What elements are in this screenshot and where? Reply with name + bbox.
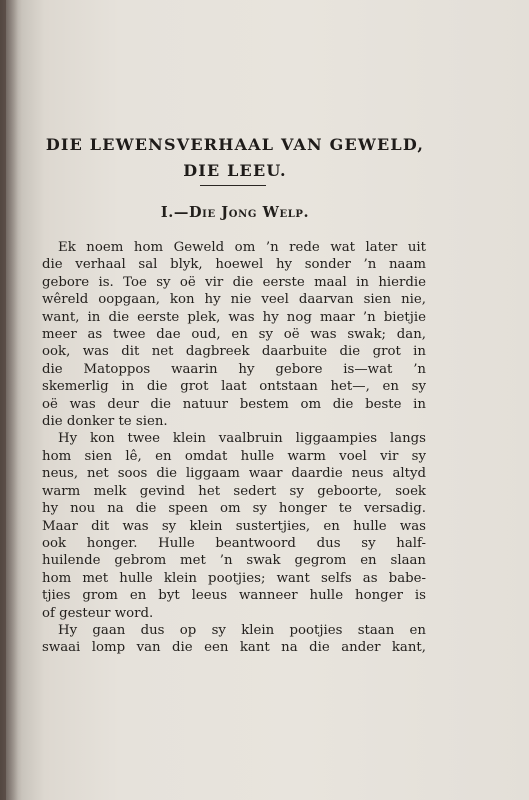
text-line: oë was deur die natuur bestem om die beste in bbox=[42, 396, 426, 412]
text-line: ook, was dit net dagbreek daarbuite die grot in bbox=[42, 344, 426, 360]
title-divider-rule bbox=[200, 185, 266, 186]
text-line: wêreld oopgaan, kon hy nie veel daarvan sien nie, bbox=[42, 292, 426, 308]
paragraph bbox=[42, 239, 426, 430]
text-line: gebore is. Toe sy oë vir die eerste maal in hierdie bbox=[42, 274, 426, 290]
text-line: huilende gebrom met ’n swak gegrom en slaan bbox=[42, 553, 426, 569]
text-line: die Matoppos waarin hy gebore is—wat ’n bbox=[42, 361, 426, 377]
text-line: warm melk gevind het sedert sy geboorte, soek bbox=[42, 483, 426, 499]
text-line: Maar dit was sy klein sustertjies, en hulle was bbox=[42, 518, 426, 534]
text-line: hy nou na die speen om sy honger te versadig. bbox=[42, 501, 426, 517]
chapter-title-line-1: DIE LEWENSVERHAAL VAN GEWELD, bbox=[45, 135, 425, 154]
gutter-shadow bbox=[0, 0, 18, 800]
chapter-title bbox=[40, 132, 430, 184]
text-line: meer as twee dae oud, en sy oë was swak; dan, bbox=[42, 327, 426, 343]
text-line: skemerlig in die grot laat ontstaan het—, en sy bbox=[42, 379, 426, 395]
body-text bbox=[42, 239, 426, 657]
chapter-title-line-2: DIE LEEU. bbox=[183, 161, 287, 180]
section-heading: I.—Die Jong Welp. bbox=[160, 204, 310, 221]
text-line: hom met hulle klein pootjies; want selfs as babe- bbox=[42, 570, 426, 586]
text-line: Hy gaan dus op sy klein pootjies staan en bbox=[58, 622, 426, 638]
text-line: swaai lomp van die een kant na die ander kant, bbox=[42, 640, 426, 656]
text-line: Hy kon twee klein vaalbruin liggaampies langs bbox=[58, 431, 426, 447]
text-line: tjies grom en byt leeus wanneer hulle honger is bbox=[42, 588, 426, 604]
text-line: ook honger. Hulle beantwoord dus sy half- bbox=[42, 535, 426, 551]
text-line: want, in die eerste plek, was hy nog maar ’n bietjie bbox=[42, 309, 426, 325]
text-line: Ek noem hom Geweld om ’n rede wat later uit bbox=[58, 240, 426, 255]
text-line: die verhaal sal blyk, hoewel hy sonder ’n naam bbox=[42, 257, 426, 273]
text-line: neus, net soos die liggaam waar daardie neus altyd bbox=[42, 466, 426, 482]
paragraph bbox=[42, 622, 426, 657]
text-line: die donker te sien. bbox=[42, 414, 168, 430]
text-line: hom sien lê, en omdat hulle warm voel vir sy bbox=[42, 448, 426, 464]
paragraph bbox=[42, 430, 426, 621]
text-line: of gesteur word. bbox=[42, 605, 154, 621]
